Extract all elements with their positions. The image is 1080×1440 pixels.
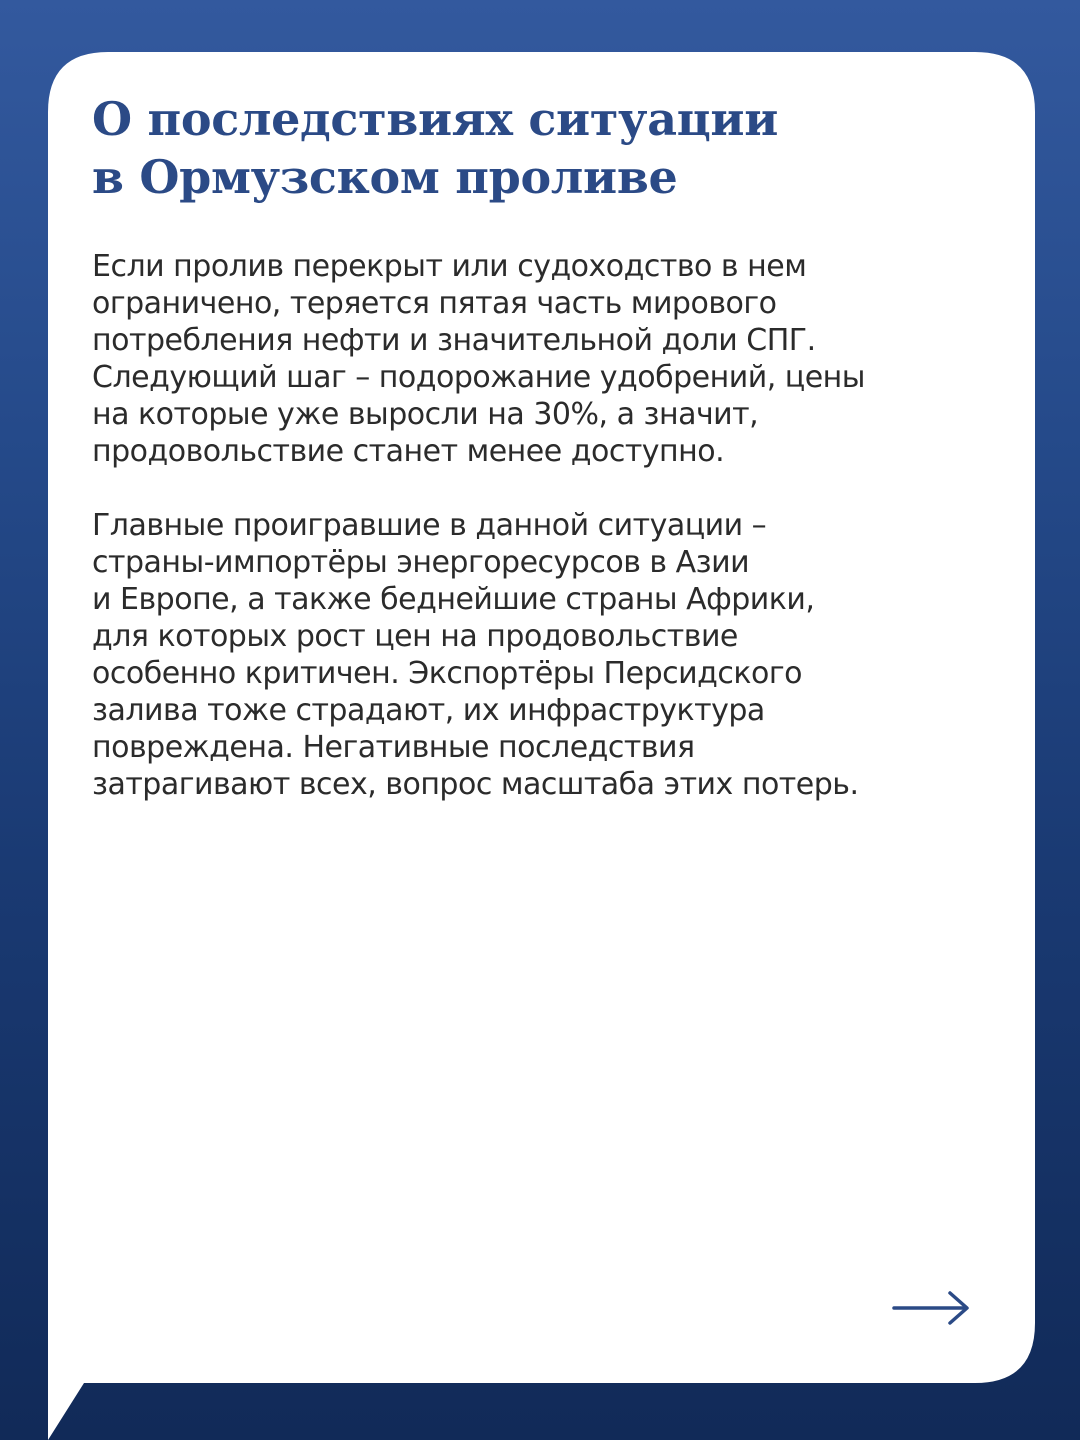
paragraph-line: особенно критичен. Экспортёры Персидского	[92, 656, 802, 691]
article-body	[92, 248, 1012, 803]
paragraph-line: и Европе, а также беднейшие страны Африки,	[92, 582, 815, 617]
paragraph-line: страны-импортёры энергоресурсов в Азии	[92, 545, 750, 580]
paragraph-line: повреждена. Негативные последствия	[92, 730, 695, 765]
paragraph-line: затрагивают всех, вопрос масштаба этих потерь.	[92, 767, 859, 802]
paragraph-line: Главные проигравшие в данной ситуации –	[92, 508, 767, 543]
paragraph-line: потребления нефти и значительной доли СПГ.	[92, 323, 816, 358]
next-button[interactable]	[892, 1288, 972, 1328]
paragraph-line: продовольствие станет менее доступно.	[92, 434, 725, 469]
paragraph-line: на которые уже выросли на 30%, а значит,	[92, 397, 759, 432]
paragraph-line: ограничено, теряется пятая часть мирового	[92, 286, 777, 321]
arrow-right-icon	[892, 1288, 972, 1328]
paragraph-line: залива тоже страдают, их инфраструктура	[92, 693, 765, 728]
paragraph-line: Следующий шаг – подорожание удобрений, цены	[92, 360, 865, 395]
title-line-2: в Ормузском проливе	[92, 150, 678, 204]
paragraph-line: для которых рост цен на продовольствие	[92, 619, 738, 654]
page-title	[92, 90, 1012, 206]
paragraph-2	[92, 507, 1012, 803]
title-line-1: О последствиях ситуации	[92, 92, 779, 146]
paragraph-1	[92, 248, 1012, 470]
paragraph-line: Если пролив перекрыт или судоходство в нем	[92, 249, 807, 284]
main-content	[92, 90, 1012, 840]
